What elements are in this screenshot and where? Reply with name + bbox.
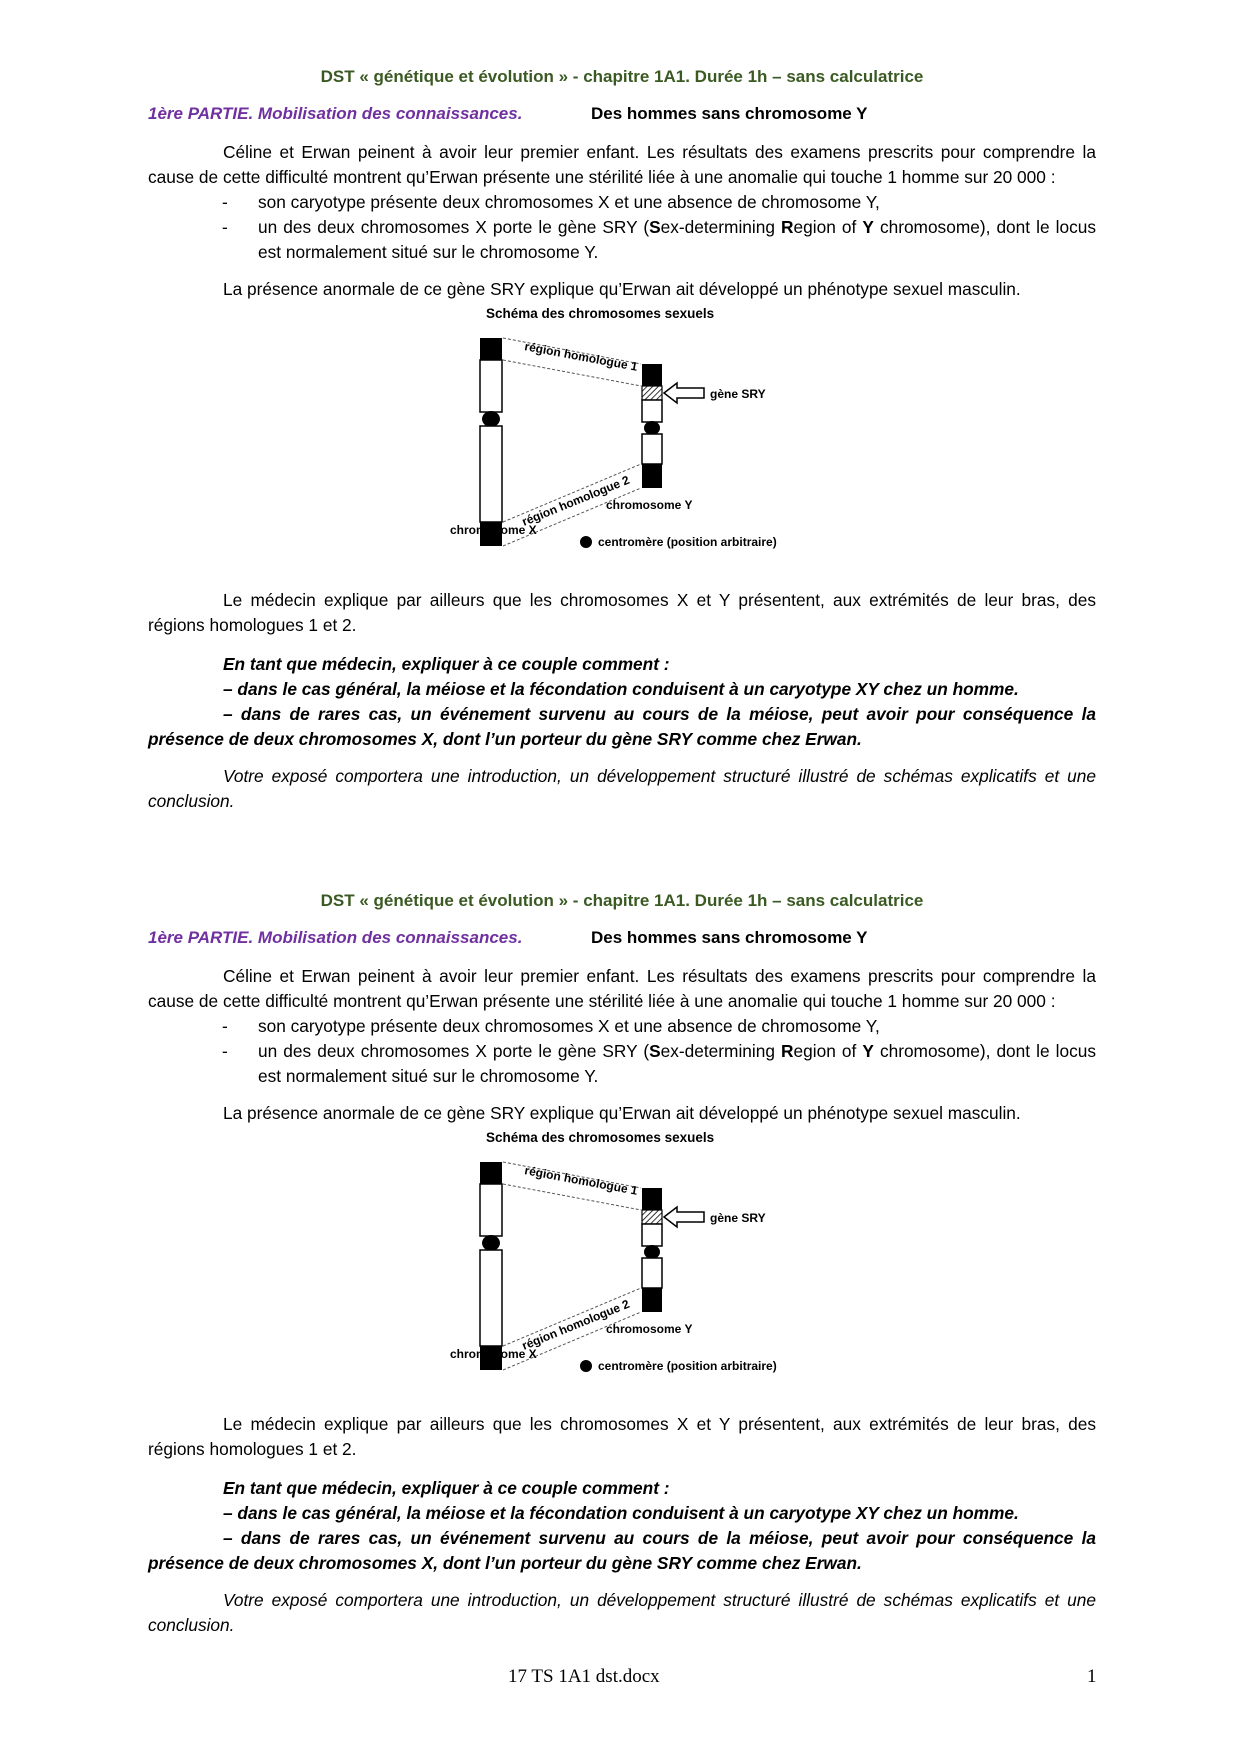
presence-paragraph: La présence anormale de ce gène SRY explique qu’Erwan ait développé un phénotype sexuel masculin. (223, 279, 1021, 299)
question-intro: En tant que médecin, expliquer à ce couple comment : (223, 654, 670, 674)
list-item (222, 1039, 1096, 1089)
chromosome-x-short-arm (480, 360, 502, 412)
chromosome-y-short-arm (642, 400, 662, 422)
region2-label: région homologue 2 (519, 472, 632, 529)
question-item-2: – dans de rares cas, un événement survenu au cours de la méiose, peut avoir pour conséquence la présence de deux chromosomes X, dont l’un porteur du gène SRY comme chez Erwan. (148, 1528, 1096, 1573)
bold-letter: R (781, 217, 794, 237)
intro-paragraph: Céline et Erwan peinent à avoir leur premier enfant. Les résultats des examens prescrits pour comprendre la cause de cette difficulté montrent qu’Erwan présente une stérilité liée à une anomalie qui touche 1 homme sur 20 000 : (148, 142, 1096, 187)
exam-title: DST « génétique et évolution » - chapitre 1A1. Durée 1h – sans calculatrice (320, 891, 924, 910)
centromere-legend-label: centromère (position arbitraire) (598, 1359, 777, 1373)
dash-marker: - (222, 192, 228, 212)
exam-copy-2 (148, 890, 1096, 1638)
region2-label: région homologue 2 (519, 1296, 632, 1353)
anomaly-list (148, 190, 1096, 265)
chromosome-x-centromere (482, 1235, 500, 1251)
exam-title: DST « génétique et évolution » - chapitre 1A1. Durée 1h – sans calculatrice (320, 67, 924, 86)
dash-marker: - (222, 217, 228, 237)
list-item (222, 1014, 1096, 1039)
part-heading (148, 104, 1096, 128)
part-subtitle: Des hommes sans chromosome Y (591, 928, 868, 947)
chromosome-x-region1-band (480, 338, 502, 360)
question-intro: En tant que médecin, expliquer à ce couple comment : (223, 1478, 670, 1498)
chromosome-x-label: chromosome X (450, 523, 537, 537)
part-subtitle: Des hommes sans chromosome Y (591, 104, 868, 123)
chromosome-y-centromere (644, 1245, 660, 1259)
chromosome-x-long-arm (480, 426, 502, 522)
list-item (222, 190, 1096, 215)
intro-paragraph: Céline et Erwan peinent à avoir leur premier enfant. Les résultats des examens prescrits pour comprendre la cause de cette difficulté montrent qu’Erwan présente une stérilité liée à une anomalie qui touche 1 homme sur 20 000 : (148, 966, 1096, 1011)
list-item-text: chromosome), dont le locus est normalement situé sur le chromosome Y. (258, 217, 1096, 262)
chromosome-y-long-arm (642, 1258, 662, 1288)
dash-marker: - (222, 1041, 228, 1061)
sry-gene-band (642, 1210, 662, 1224)
chromosome-y-centromere (644, 421, 660, 435)
question-item-2: – dans de rares cas, un événement survenu au cours de la méiose, peut avoir pour conséquence la présence de deux chromosomes X, dont l’un porteur du gène SRY comme chez Erwan. (148, 704, 1096, 749)
chromosome-x-long-arm (480, 1250, 502, 1346)
list-item-text: ex-determining (660, 1041, 782, 1061)
list-item-text: ex-determining (660, 217, 782, 237)
chromosome-y-region2-band (642, 1288, 662, 1312)
bold-letter: S (649, 1041, 661, 1061)
chromosome-y-label: chromosome Y (606, 498, 693, 512)
chromosome-y-short-arm (642, 1224, 662, 1246)
region1-label: région homologue 1 (523, 339, 639, 374)
question-block (148, 1476, 1096, 1576)
homologous-regions-paragraph: Le médecin explique par ailleurs que les chromosomes X et Y présentent, aux extrémités de leur bras, des régions homologues 1 et 2. (148, 1414, 1096, 1459)
presence-paragraph: La présence anormale de ce gène SRY explique qu’Erwan ait développé un phénotype sexuel masculin. (223, 1103, 1021, 1123)
sry-gene-band (642, 386, 662, 400)
sry-label: gène SRY (710, 1211, 766, 1225)
centromere-legend-label: centromère (position arbitraire) (598, 535, 777, 549)
bold-letter: Y (862, 217, 874, 237)
list-item-text: egion of (793, 1041, 863, 1061)
part-label: 1ère PARTIE. Mobilisation des connaissances. (148, 928, 523, 947)
chromosome-y-region1-band (642, 364, 662, 386)
list-item-text: egion of (793, 217, 863, 237)
chromosome-y-region1-band (642, 1188, 662, 1210)
list-item-text: son caryotype présente deux chromosomes X et une absence de chromosome Y, (258, 1016, 880, 1036)
sry-arrow-icon (664, 1207, 704, 1227)
list-item-text: son caryotype présente deux chromosomes X et une absence de chromosome Y, (258, 192, 880, 212)
diagram-title: Schéma des chromosomes sexuels (486, 306, 715, 321)
list-item-text: chromosome), dont le locus est normalement situé sur le chromosome Y. (258, 1041, 1096, 1086)
list-item-text: un des deux chromosomes X porte le gène SRY ( (258, 1041, 650, 1061)
bold-letter: S (649, 217, 661, 237)
region1-label: région homologue 1 (523, 1163, 639, 1198)
sex-chromosome-diagram (446, 304, 816, 576)
chromosome-y-long-arm (642, 434, 662, 464)
chromosome-x-short-arm (480, 1184, 502, 1236)
exam-copy-1 (148, 66, 1096, 814)
chromosome-x-centromere (482, 411, 500, 427)
centromere-legend-dot (580, 1360, 592, 1372)
diagram-svg (446, 304, 816, 576)
question-item-1: – dans le cas général, la méiose et la fécondation conduisent à un caryotype XY chez un homme. (223, 1503, 1019, 1523)
diagram-svg (446, 1128, 816, 1400)
list-item (222, 215, 1096, 265)
expose-instructions: Votre exposé comportera une introduction, un développement structuré illustré de schémas explicatifs et une conclusion. (148, 1590, 1096, 1635)
sex-chromosome-diagram (446, 1128, 816, 1400)
dash-marker: - (222, 1016, 228, 1036)
chromosome-y-region2-band (642, 464, 662, 488)
list-item-text: un des deux chromosomes X porte le gène SRY ( (258, 217, 650, 237)
bold-letter: R (781, 1041, 794, 1061)
question-block (148, 652, 1096, 752)
bold-letter: Y (862, 1041, 874, 1061)
homologous-regions-paragraph: Le médecin explique par ailleurs que les chromosomes X et Y présentent, aux extrémités de leur bras, des régions homologues 1 et 2. (148, 590, 1096, 635)
footer-filename: 17 TS 1A1 dst.docx (508, 1666, 660, 1687)
chromosome-x-label: chromosome X (450, 1347, 537, 1361)
centromere-legend-dot (580, 536, 592, 548)
expose-instructions: Votre exposé comportera une introduction, un développement structuré illustré de schémas explicatifs et une conclusion. (148, 766, 1096, 811)
anomaly-list (148, 1014, 1096, 1089)
chromosome-x-region1-band (480, 1162, 502, 1184)
sry-label: gène SRY (710, 387, 766, 401)
chromosome-y-label: chromosome Y (606, 1322, 693, 1336)
diagram-title: Schéma des chromosomes sexuels (486, 1130, 715, 1145)
part-heading (148, 928, 1096, 952)
question-item-1: – dans le cas général, la méiose et la fécondation conduisent à un caryotype XY chez un homme. (223, 679, 1019, 699)
part-label: 1ère PARTIE. Mobilisation des connaissances. (148, 104, 523, 123)
page-number: 1 (1087, 1666, 1097, 1687)
sry-arrow-icon (664, 383, 704, 403)
